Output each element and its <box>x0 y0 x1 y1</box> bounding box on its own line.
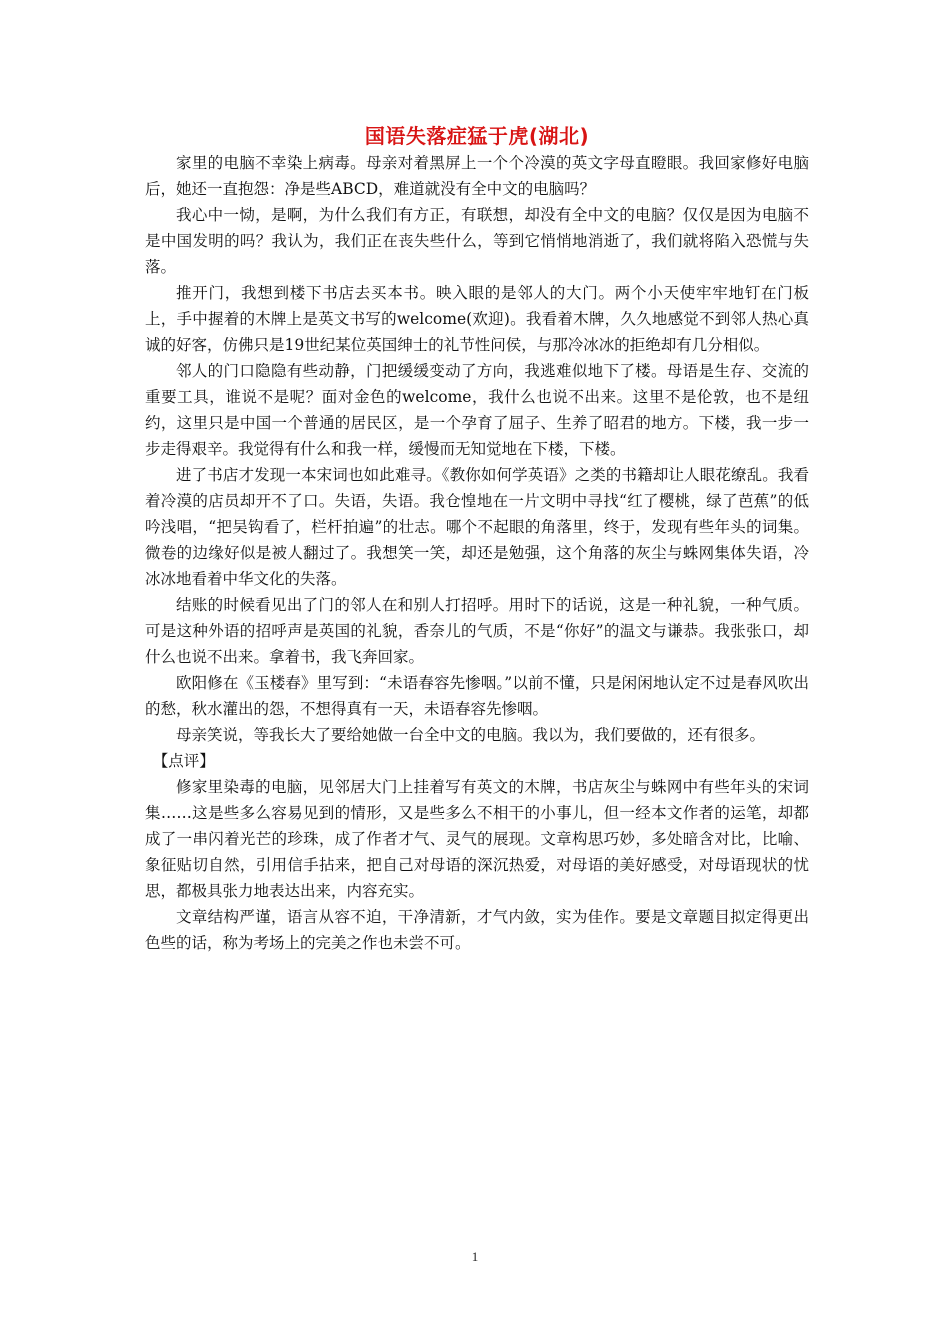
paragraph-6: 结账的时候看见出了门的邻人在和别人打招呼。用时下的话说，这是一种礼貌，一种气质。可是这种外语的招呼声是英国的礼貌，香奈儿的气质，不是“你好”的温文与谦恭。我张张口，却什么也说不出来。拿着书，我飞奔回家。 <box>145 596 809 666</box>
article-title: 国语失落症猛于虎(湖北) <box>364 124 590 148</box>
paragraph-5: 进了书店才发现一本宋词也如此难寻。《教你如何学英语》之类的书籍却让人眼花缭乱。我看着冷漠的店员却开不了口。失语，失语。我仓惶地在一片文明中寻找“红了樱桃，绿了芭蕉”的低吟浅唱，“把吴钩看了，栏杆拍遍”的壮志。哪个不起眼的角落里，终于，发现有些年头的词集。微卷的边缘好似是被人翻过了。我想笑一笑，却还是勉强，这个角落的灰尘与蛛网集体失语，冷冰冰地看着中华文化的失落。 <box>145 466 809 588</box>
paragraph-1: 家里的电脑不幸染上病毒。母亲对着黑屏上一个个冷漠的英文字母直瞪眼。我回家修好电脑后，她还一直抱怨：净是些ABCD，难道就没有全中文的电脑吗？ <box>145 154 809 198</box>
paragraph-4: 邻人的门口隐隐有些动静，门把缓缓变动了方向，我逃难似地下了楼。母语是生存、交流的重要工具，谁说不是呢？面对金色的welcome，我什么也说不出来。这里不是伦敦，也不是纽约，这里只是中国一个普通的居民区，是一个孕育了屈子、生养了昭君的地方。下楼，我一步一步走得艰辛。我觉得有什么和我一样，缓慢而无知觉地在下楼，下楼。 <box>145 362 809 458</box>
paragraph-3: 推开门，我想到楼下书店去买本书。映入眼的是邻人的大门。两个小天使牢牢地钉在门板上，手中握着的木牌上是英文书写的welcome(欢迎)。我看着木牌，久久地感觉不到邻人热心真诚的好客，仿佛只是19世纪某位英国绅士的礼节性问侯，与那冷冰冰的拒绝却有几分相似。 <box>145 284 809 354</box>
review-paragraph-2: 文章结构严谨，语言从容不迫，干净清新，才气内敛，实为佳作。要是文章题目拟定得更出色些的话，称为考场上的完美之作也未尝不可。 <box>145 908 809 952</box>
paragraph-8: 母亲笑说，等我长大了要给她做一台全中文的电脑。我以为，我们要做的，还有很多。 <box>176 726 766 744</box>
paragraph-7: 欧阳修在《玉楼春》里写到：“未语春容先惨咽。”以前不懂，只是闲闲地认定不过是春风吹出的愁，秋水灌出的怨，不想得真有一天，未语春容先惨咽。 <box>145 674 809 718</box>
article-body <box>145 122 809 956</box>
page-number: 1 <box>471 1249 479 1264</box>
review-paragraph-1: 修家里染毒的电脑，见邻居大门上挂着写有英文的木牌，书店灰尘与蛛网中有些年头的宋词集……这是些多么容易见到的情形，又是些多么不相干的小事儿，但一经本文作者的运笔，却都成了一串闪着光芒的珍珠，成了作者才气、灵气的展现。文章构思巧妙，多处暗含对比，比喻、象征贴切自然，引用信手拈来，把自己对母语的深沉热爱，对母语的美好感受，对母语现状的忧思，都极具张力地表达出来，内容充实。 <box>145 778 809 900</box>
paragraph-2: 我心中一恸，是啊，为什么我们有方正，有联想，却没有全中文的电脑？仅仅是因为电脑不是中国发明的吗？我认为，我们正在丧失些什么，等到它悄悄地消逝了，我们就将陷入恐慌与失落。 <box>145 206 809 276</box>
review-heading: 【点评】 <box>152 752 215 770</box>
